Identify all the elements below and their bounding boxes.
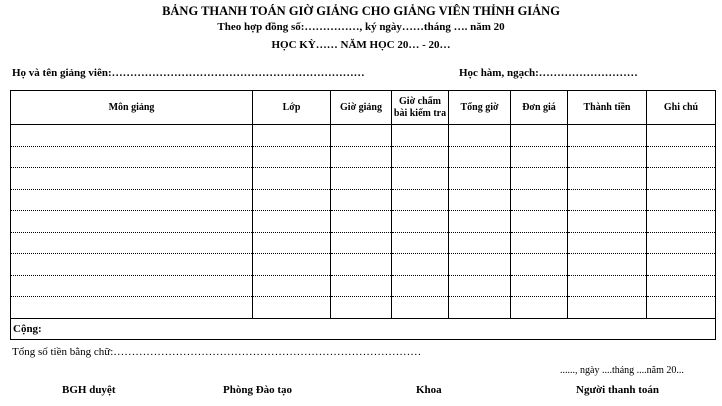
lecturer-name-field: Họ và tên giảng viên:……………………………………………………………	[12, 67, 365, 79]
table-cell	[449, 146, 511, 168]
table-row	[11, 232, 716, 254]
table-cell	[392, 211, 449, 233]
total-label: Cộng:	[11, 318, 716, 339]
column-header-amount: Thành tiền	[568, 91, 647, 125]
table-row	[11, 146, 716, 168]
table-row	[11, 189, 716, 211]
table-cell	[568, 275, 647, 297]
table-cell	[647, 275, 716, 297]
table-cell	[568, 125, 647, 147]
table-row	[11, 254, 716, 276]
table-cell	[511, 189, 568, 211]
column-header-teaching-hours: Giờ giảng	[331, 91, 392, 125]
table-cell	[392, 232, 449, 254]
table-cell	[647, 189, 716, 211]
table-cell	[253, 275, 331, 297]
table-cell	[511, 125, 568, 147]
table-cell	[511, 146, 568, 168]
signature-training-office: Phòng Đào tạo	[223, 384, 293, 396]
table-cell	[331, 168, 392, 190]
table-cell	[253, 168, 331, 190]
table-cell	[647, 297, 716, 319]
table-cell	[568, 254, 647, 276]
table-cell	[11, 275, 253, 297]
table-cell	[449, 125, 511, 147]
table-cell	[568, 146, 647, 168]
table-cell	[449, 254, 511, 276]
table-cell	[392, 254, 449, 276]
table-row	[11, 168, 716, 190]
table-cell	[253, 125, 331, 147]
table-body	[11, 125, 716, 319]
table-row	[11, 297, 716, 319]
table-row	[11, 125, 716, 147]
table-header-row	[11, 91, 716, 125]
table-cell	[253, 146, 331, 168]
payment-table	[10, 90, 716, 340]
table-cell	[331, 232, 392, 254]
table-cell	[253, 297, 331, 319]
table-cell	[449, 211, 511, 233]
table-cell	[392, 189, 449, 211]
table-cell	[511, 168, 568, 190]
table-cell	[253, 232, 331, 254]
table-cell	[647, 125, 716, 147]
semester-line: HỌC KỲ…… NĂM HỌC 20… - 20…	[271, 39, 451, 51]
column-header-class: Lớp	[253, 91, 331, 125]
table-row	[11, 275, 716, 297]
table-cell	[647, 211, 716, 233]
table-cell	[647, 254, 716, 276]
table-cell	[449, 232, 511, 254]
table-cell	[647, 232, 716, 254]
table-cell	[11, 254, 253, 276]
table-cell	[331, 254, 392, 276]
table-cell	[11, 146, 253, 168]
table-cell	[253, 211, 331, 233]
table-cell	[11, 232, 253, 254]
column-header-grading-hours: Giờ chấm bài kiểm tra	[392, 91, 449, 125]
contract-line: Theo hợp đồng số:……………, ký ngày……tháng …. năm 20	[217, 21, 505, 33]
table-cell	[11, 189, 253, 211]
table-cell	[392, 275, 449, 297]
table-cell	[392, 125, 449, 147]
total-row	[11, 318, 716, 339]
table-cell	[331, 189, 392, 211]
table-cell	[331, 297, 392, 319]
table-cell	[331, 211, 392, 233]
column-header-notes: Ghi chú	[647, 91, 716, 125]
table-cell	[568, 211, 647, 233]
table-cell	[647, 146, 716, 168]
table-cell	[568, 232, 647, 254]
table-cell	[392, 168, 449, 190]
table-cell	[449, 168, 511, 190]
table-cell	[568, 168, 647, 190]
table-cell	[253, 189, 331, 211]
table-cell	[253, 254, 331, 276]
lecturer-rank-field: Học hàm, ngạch:………………………	[459, 67, 638, 79]
table-cell	[449, 189, 511, 211]
page-title: BẢNG THANH TOÁN GIỜ GIẢNG CHO GIẢNG VIÊN THỈNH GIẢNG	[162, 4, 560, 18]
table-cell	[647, 168, 716, 190]
column-header-unit-price: Đơn giá	[511, 91, 568, 125]
table-cell	[568, 297, 647, 319]
signature-payer: Người thanh toán	[576, 384, 659, 396]
table-cell	[511, 211, 568, 233]
table-cell	[511, 232, 568, 254]
column-header-total-hours: Tổng giờ	[449, 91, 511, 125]
table-cell	[568, 189, 647, 211]
table-cell	[11, 297, 253, 319]
table-cell	[11, 211, 253, 233]
table-cell	[331, 125, 392, 147]
signature-board-of-directors: BGH duyệt	[62, 384, 116, 396]
column-header-subject: Môn giảng	[11, 91, 253, 125]
table-cell	[331, 275, 392, 297]
table-cell	[11, 168, 253, 190]
signature-faculty: Khoa	[416, 384, 442, 396]
table-cell	[11, 125, 253, 147]
table-row	[11, 211, 716, 233]
table-cell	[511, 297, 568, 319]
date-line: ......, ngày ....tháng ....năm 20...	[560, 365, 684, 376]
table-cell	[392, 297, 449, 319]
table-cell	[449, 297, 511, 319]
table-cell	[392, 146, 449, 168]
table-cell	[331, 146, 392, 168]
table-cell	[449, 275, 511, 297]
table-cell	[511, 254, 568, 276]
amount-in-words-field: Tổng số tiền bằng chữ:…………………………………………………………………………	[12, 346, 422, 358]
table-cell	[511, 275, 568, 297]
